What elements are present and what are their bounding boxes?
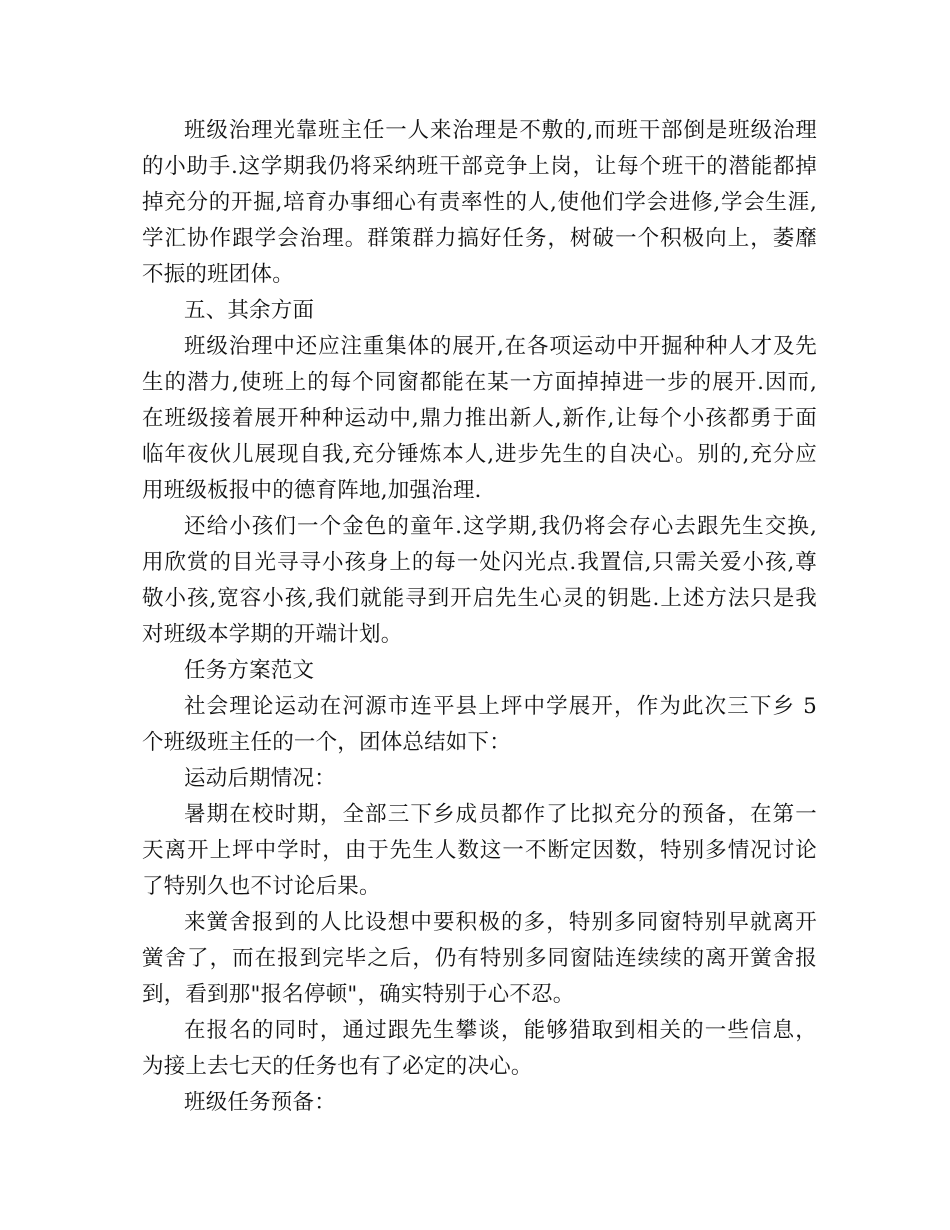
paragraph-line: 的小助手.这学期我仍将采纳班干部竞争上岗，让每个班干的潜能都掉 — [142, 154, 817, 179]
paragraph-line: 班级治理光靠班主任一人来治理是不敷的,而班干部倒是班级治理 — [184, 118, 817, 143]
paragraph-line: 掉充分的开掘,培育办事细心有责率性的人,使他们学会进修,学会生涯, — [142, 190, 817, 215]
subheading: 运动后期情况： — [184, 766, 336, 791]
section-heading: 五、其余方面 — [184, 298, 315, 323]
subheading: 班级任务预备： — [184, 1090, 336, 1115]
paragraph-line: 个班级班主任的一个，团体总结如下： — [142, 730, 511, 755]
paragraph-line: 用班级板报中的德育阵地,加强治理. — [142, 478, 482, 503]
paragraph-line: 了特别久也不讨论后果。 — [142, 874, 381, 899]
paragraph-line: 还给小孩们一个金色的童年.这学期,我仍将会存心去跟先生交换, — [184, 514, 817, 539]
paragraph-line: 不振的班团体。 — [142, 262, 294, 287]
paragraph-line: 对班级本学期的开端计划。 — [142, 622, 403, 647]
paragraph-line: 班级治理中还应注重集体的展开,在各项运动中开掘种种人才及先 — [184, 334, 817, 359]
paragraph-line: 在班级接着展开种种运动中,鼎力推出新人,新作,让每个小孩都勇于面 — [142, 406, 817, 431]
section-heading: 任务方案范文 — [184, 658, 315, 683]
paragraph-line: 用欣赏的目光寻寻小孩身上的每一处闪光点.我置信,只需关爱小孩,尊 — [142, 550, 817, 575]
paragraph-line: 到，看到那"报名停顿"，确实特别于心不忍。 — [142, 982, 575, 1007]
paragraph-line: 天离开上坪中学时，由于先生人数这一不断定因数，特别多情况讨论 — [142, 838, 817, 863]
paragraph-line: 学汇协作跟学会治理。群策群力搞好任务，树破一个积极向上，萎靡 — [142, 226, 817, 251]
paragraph-line: 来黉舍报到的人比设想中要积极的多，特别多同窗特别早就离开 — [184, 910, 817, 935]
paragraph-line: 黉舍了，而在报到完毕之后，仍有特别多同窗陆连续续的离开黉舍报 — [142, 946, 817, 971]
paragraph-line: 敬小孩,宽容小孩,我们就能寻到开启先生心灵的钥匙.上述方法只是我 — [142, 586, 817, 611]
paragraph-line: 暑期在校时期，全部三下乡成员都作了比拟充分的预备，在第一 — [184, 802, 817, 827]
paragraph-line: 在报名的同时，通过跟先生攀谈，能够猎取到相关的一些信息， — [184, 1018, 817, 1043]
paragraph-line: 临年夜伙儿展现自我,充分锤炼本人,进步先生的自决心。别的,充分应 — [142, 442, 817, 467]
paragraph-line: 社会理论运动在河源市连平县上坪中学展开，作为此次三下乡 5 — [184, 694, 817, 719]
paragraph-line: 生的潜力,使班上的每个同窗都能在某一方面掉掉进一步的展开.因而, — [142, 370, 817, 395]
paragraph-line: 为接上去七天的任务也有了必定的决心。 — [142, 1054, 533, 1079]
